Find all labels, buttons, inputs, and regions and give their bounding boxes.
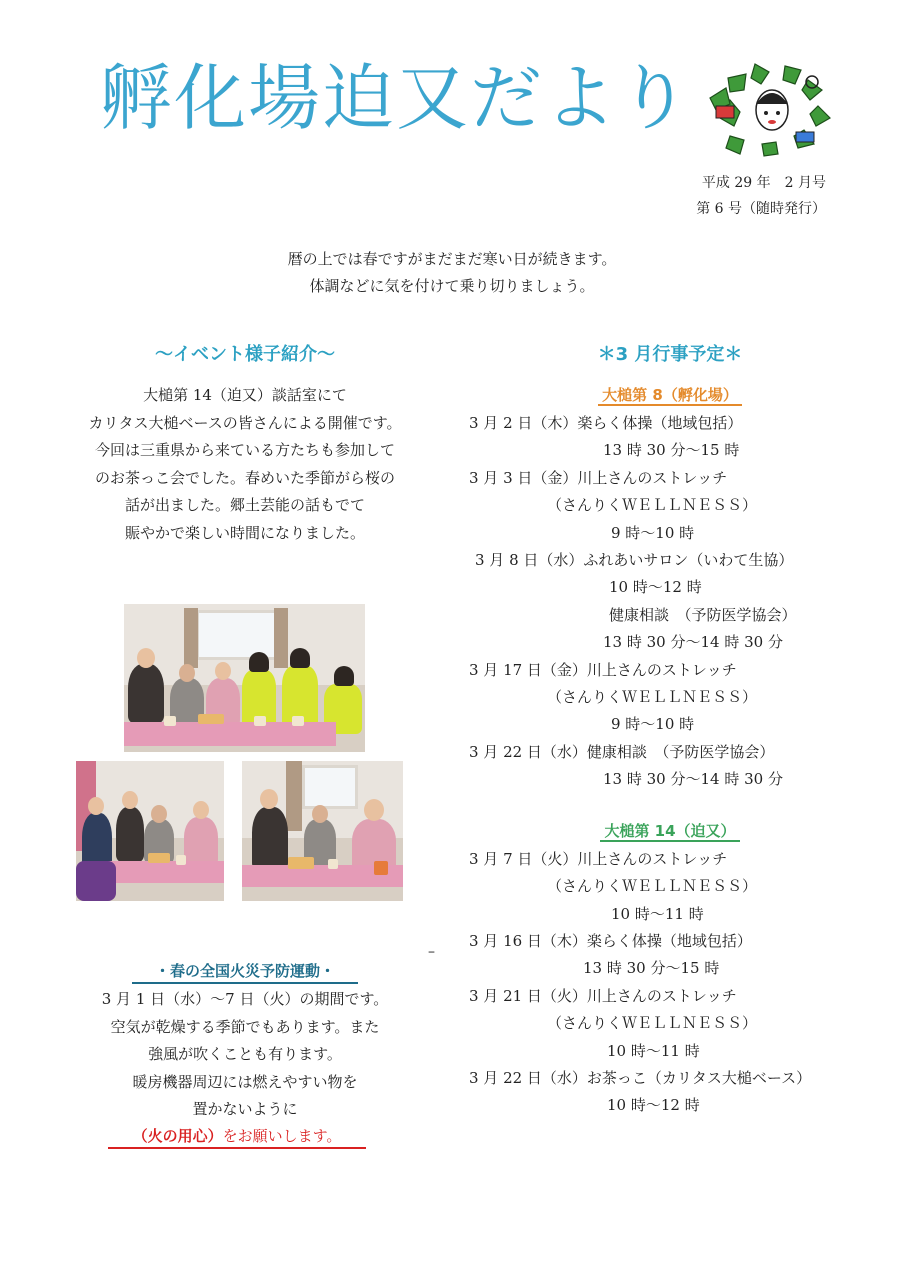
fire-line: 3 月 1 日（水）～7 日（火）の期間です。 xyxy=(101,990,389,1008)
schedule-line: 10 時～12 時 xyxy=(609,578,702,597)
issue-info xyxy=(696,170,826,222)
schedule-line: 10 時～11 時 xyxy=(607,1041,700,1060)
schedule-line: （さんりくＷＥＬＬＮＥＳＳ） xyxy=(547,877,758,896)
schedule-line: 9 時～10 時 xyxy=(611,523,695,542)
location-hukajo-label: 大槌第 8（孵化場） xyxy=(598,386,742,406)
schedule-line: 3 月 3 日（金）川上さんのストレッチ xyxy=(469,468,728,487)
location-hasamata-heading xyxy=(455,820,885,842)
events-line: カリタス大槌ベースの皆さんによる開催です。 xyxy=(88,413,402,432)
schedule-line: 3 月 8 日（水）ふれあいサロン（いわて生協） xyxy=(475,551,794,570)
schedule-heading: ＊3 月行事予定＊ xyxy=(597,344,743,365)
events-line: 賑やかで楽しい時間になりました。 xyxy=(124,523,365,542)
schedule-line: 3 月 22 日（水）健康相談 （予防医学協会） xyxy=(469,742,775,761)
events-line: のお茶っこ会でした。春めいた季節がら桜の xyxy=(94,468,395,487)
intro-message xyxy=(0,246,904,300)
newsletter-title: 孵化場迫又だより xyxy=(100,56,693,140)
fire-line: 強風が吹くことも有ります。 xyxy=(148,1045,342,1063)
wreath-logo xyxy=(700,58,840,158)
event-photo-right xyxy=(242,761,403,901)
schedule-line: 3 月 2 日（木）楽らく体操（地域包括） xyxy=(469,414,743,432)
schedule-line: 10 時～11 時 xyxy=(611,904,704,923)
schedule-line: （さんりくＷＥＬＬＮＥＳＳ） xyxy=(547,1014,758,1033)
location-hukajo-heading xyxy=(455,384,885,406)
fire-caution-emphasis: （火の用心） xyxy=(132,1127,223,1145)
divider-mark: – xyxy=(428,944,435,960)
location-hasamata-label: 大槌第 14（迫又） xyxy=(600,822,739,842)
events-text xyxy=(40,382,450,547)
events-heading: ～イベント様子紹介～ xyxy=(155,344,335,365)
fire-caution-text: をお願いします。 xyxy=(222,1127,342,1145)
events-column xyxy=(40,340,450,547)
schedule-column xyxy=(455,340,885,1120)
schedule-line: （さんりくＷＥＬＬＮＥＳＳ） xyxy=(547,496,758,515)
event-photo-group xyxy=(124,604,365,752)
event-photo-left xyxy=(76,761,224,901)
fire-caution-line xyxy=(108,1125,366,1149)
schedule-line: 13 時 30 分～15 時 xyxy=(583,959,720,978)
events-line: 今回は三重県から来ている方たちも参加して xyxy=(94,441,395,459)
issue-date: 平成 29 年 2 月号 xyxy=(701,175,826,191)
fire-line: 暖房機器周辺には燃えやすい物を xyxy=(132,1072,358,1091)
schedule-line: 9 時～10 時 xyxy=(611,715,695,734)
events-line: 話が出ました。郷土芸能の話もでて xyxy=(124,496,365,514)
schedule-line: （さんりくＷＥＬＬＮＥＳＳ） xyxy=(547,688,758,707)
schedule-line: 10 時～12 時 xyxy=(607,1096,700,1115)
schedule-line: 13 時 30 分～14 時 30 分 xyxy=(603,770,783,789)
schedule-list-hukajo xyxy=(455,410,885,794)
schedule-line: 健康相談 （予防医学協会） xyxy=(609,605,797,624)
fire-prevention-text xyxy=(40,986,450,1124)
issue-number: 第 6 号（随時発行） xyxy=(696,201,826,217)
schedule-line: 13 時 30 分～15 時 xyxy=(603,441,740,460)
schedule-line: 3 月 21 日（火）川上さんのストレッチ xyxy=(469,986,737,1005)
schedule-list-hasamata xyxy=(455,846,885,1120)
intro-line: 体調などに気を付けて乗り切りましょう。 xyxy=(309,277,595,295)
events-line: 大槌第 14（迫又）談話室にて xyxy=(143,386,347,404)
schedule-line: 3 月 22 日（水）お茶っこ（カリタス大槌ベース） xyxy=(469,1068,812,1087)
fire-line: 空気が乾燥する季節でもあります。また xyxy=(110,1017,380,1036)
schedule-line: 3 月 16 日（木）楽らく体操（地域包括） xyxy=(469,931,752,950)
intro-line: 暦の上では春ですがまだまだ寒い日が続きます。 xyxy=(287,250,617,268)
fire-prevention-heading: ・春の全国火災予防運動・ xyxy=(132,960,358,984)
schedule-line: 3 月 7 日（火）川上さんのストレッチ xyxy=(469,849,728,868)
schedule-line: 3 月 17 日（金）川上さんのストレッチ xyxy=(469,660,737,679)
schedule-line: 13 時 30 分～14 時 30 分 xyxy=(603,633,783,652)
fire-line: 置かないように xyxy=(192,1100,298,1118)
